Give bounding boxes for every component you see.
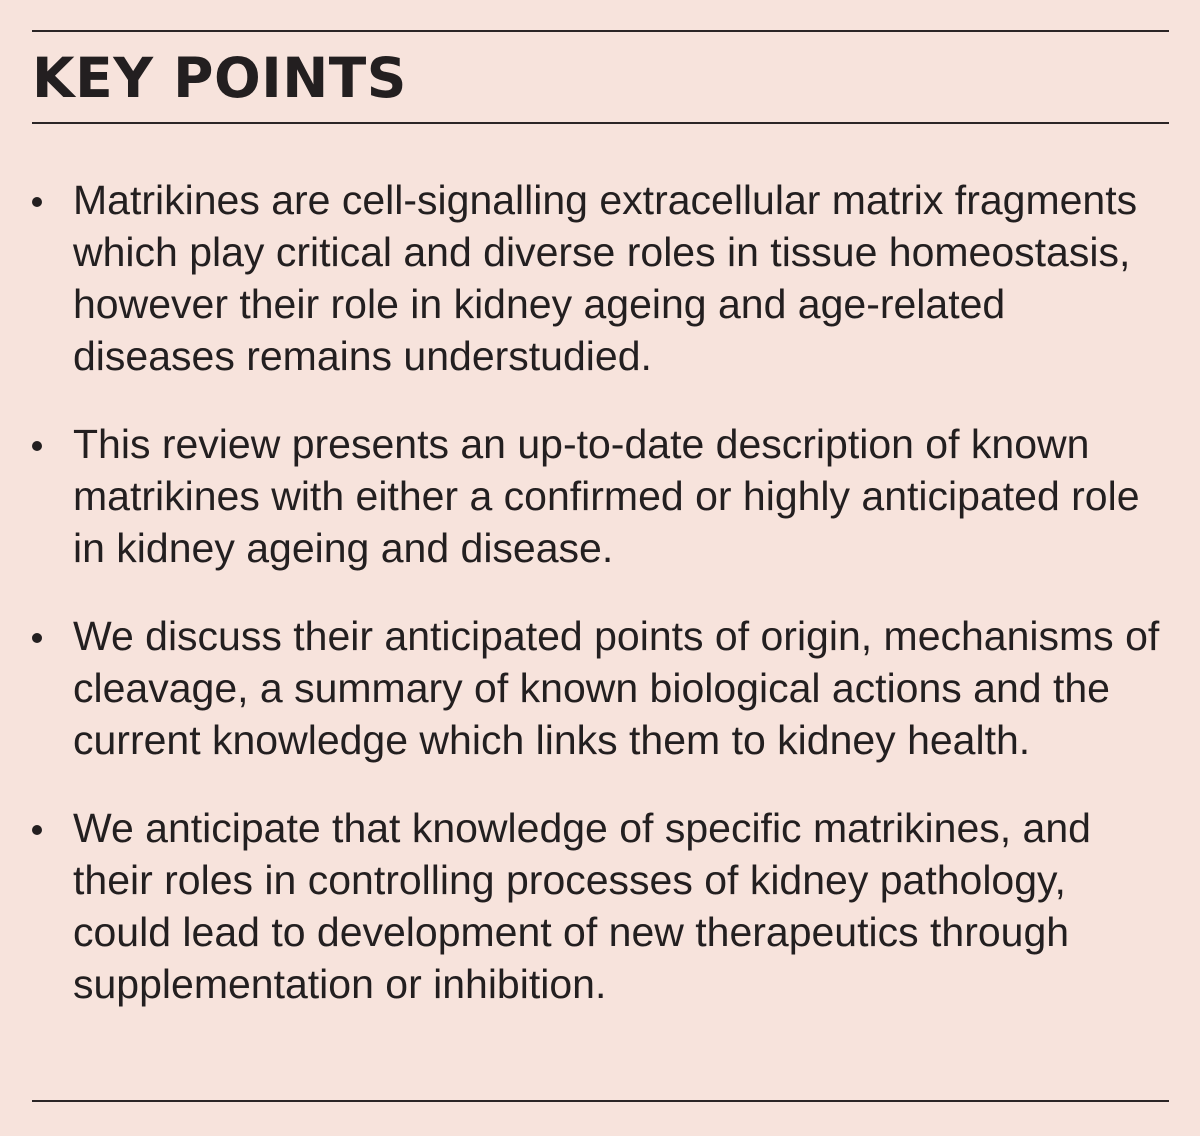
bullet-icon bbox=[32, 633, 42, 643]
key-point-text: This review presents an up-to-date description of known matrikines with either a confirmed or highly anticipated role in kidney ageing and disease. bbox=[73, 421, 1140, 571]
key-point-item bbox=[32, 418, 1169, 574]
key-point-item bbox=[32, 610, 1169, 766]
heading-rule bbox=[32, 122, 1169, 124]
key-points-list bbox=[32, 174, 1169, 1046]
bullet-icon bbox=[32, 197, 42, 207]
top-rule bbox=[32, 30, 1169, 32]
key-point-item bbox=[32, 174, 1169, 382]
key-point-text: Matrikines are cell-signalling extracellular matrix fragments which play critical and diverse roles in tissue homeostasis, however their role in kidney ageing and age-related diseases remains understudied. bbox=[73, 177, 1138, 379]
bullet-icon bbox=[32, 441, 42, 451]
key-point-item bbox=[32, 802, 1169, 1010]
key-point-text: We discuss their anticipated points of origin, mechanisms of cleavage, a summary of known biological actions and the current knowledge which links them to kidney health. bbox=[73, 613, 1160, 763]
key-points-heading: KEY POINTS bbox=[32, 46, 407, 110]
bullet-icon bbox=[32, 825, 42, 835]
key-point-text: We anticipate that knowledge of specific matrikines, and their roles in controlling processes of kidney pathology, could lead to development of new therapeutics through supplementation or inhibition. bbox=[73, 805, 1091, 1007]
bottom-rule bbox=[32, 1100, 1169, 1102]
